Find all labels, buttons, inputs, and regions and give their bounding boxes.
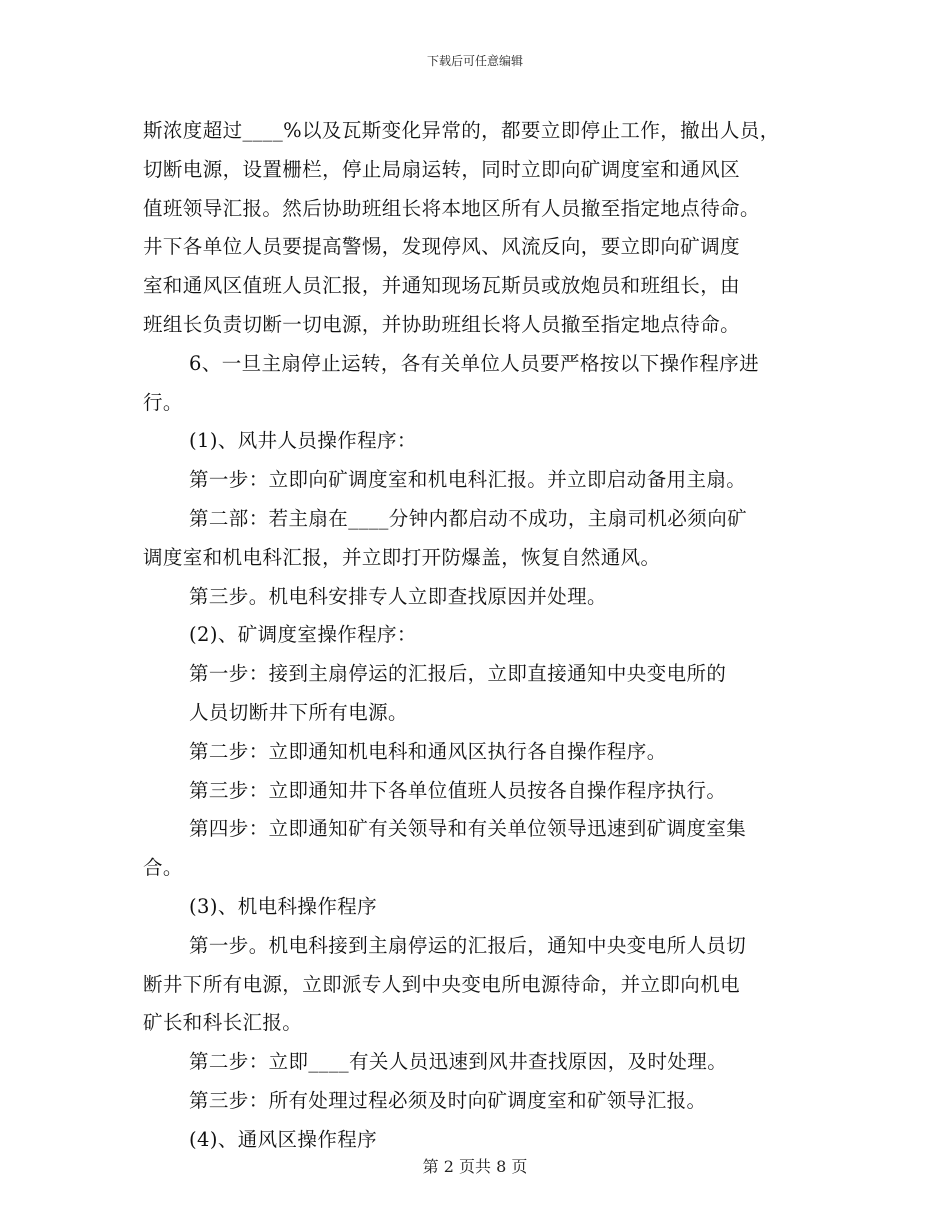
text-line: 第三步：所有处理过程必须及时向矿调度室和矿领导汇报。 [189, 1088, 707, 1112]
text-line: 第三步：立即通知井下各单位值班人员按各自操作程序执行。 [189, 778, 727, 802]
text-line: 第二部：若主扇在____分钟内都启动不成功，主扇司机必须向矿 [189, 506, 748, 530]
text-line: 第二步：立即通知机电科和通风区执行各自操作程序。 [189, 739, 667, 763]
text-line: 第一步：接到主扇停运的汇报后，立即直接通知中央变电所的 [189, 662, 727, 686]
text-line: 人员切断井下所有电源。 [189, 700, 408, 724]
text-line: 调度室和机电科汇报，并立即打开防爆盖，恢复自然通风。 [143, 545, 661, 569]
text-line: 斯浓度超过____%以及瓦斯变化异常的，都要立即停止工作，撤出人员， [143, 119, 780, 142]
section-heading: (3)、机电科操作程序 [189, 894, 378, 918]
text-line: 值班领导汇报。然后协助班组长将本地区所有人员撤至指定地点待命。 [143, 196, 760, 220]
text-line: 第一步。机电科接到主扇停运的汇报后，通知中央变电所人员切 [189, 933, 747, 957]
text-line: 第三步。机电科安排专人立即查找原因并处理。 [189, 584, 607, 608]
text-line: 室和通风区值班人员汇报，并通知现场瓦斯员或放炮员和班组长，由 [143, 274, 741, 298]
text-line: 第四步：立即通知矿有关领导和有关单位领导迅速到矿调度室集 [189, 817, 747, 841]
text-line: 井下各单位人员要提高警惕，发现停风、风流反向，要立即向矿调度 [143, 235, 741, 259]
text-line: 合。 [143, 856, 183, 880]
text-line: 6、一旦主扇停止运转，各有关单位人员要严格按以下操作程序进 [189, 351, 760, 375]
text-line: 行。 [143, 390, 183, 414]
document-body [143, 112, 823, 1160]
page-header: 下载后可任意编辑 [426, 54, 523, 68]
section-heading: (4)、通风区操作程序 [189, 1127, 378, 1151]
text-line: 切断电源，设置栅栏，停止局扇运转，同时立即向矿调度室和通风区 [143, 157, 741, 181]
text-line: 班组长负责切断一切电源，并协助班组长将人员撤至指定地点待命。 [143, 312, 741, 336]
text-line: 断井下所有电源，立即派专人到中央变电所电源待命，并立即向机电 [143, 972, 741, 996]
text-line: 第二步：立即____有关人员迅速到风井查找原因，及时处理。 [189, 1050, 728, 1074]
section-heading: (1)、风井人员操作程序： [189, 429, 417, 453]
section-heading: (2)、矿调度室操作程序： [189, 623, 417, 647]
text-line: 矿长和科长汇报。 [143, 1011, 303, 1035]
page-footer: 第 2 页共 8 页 [422, 1157, 528, 1176]
text-line: 第一步：立即向矿调度室和机电科汇报。并立即启动备用主扇。 [189, 468, 747, 492]
